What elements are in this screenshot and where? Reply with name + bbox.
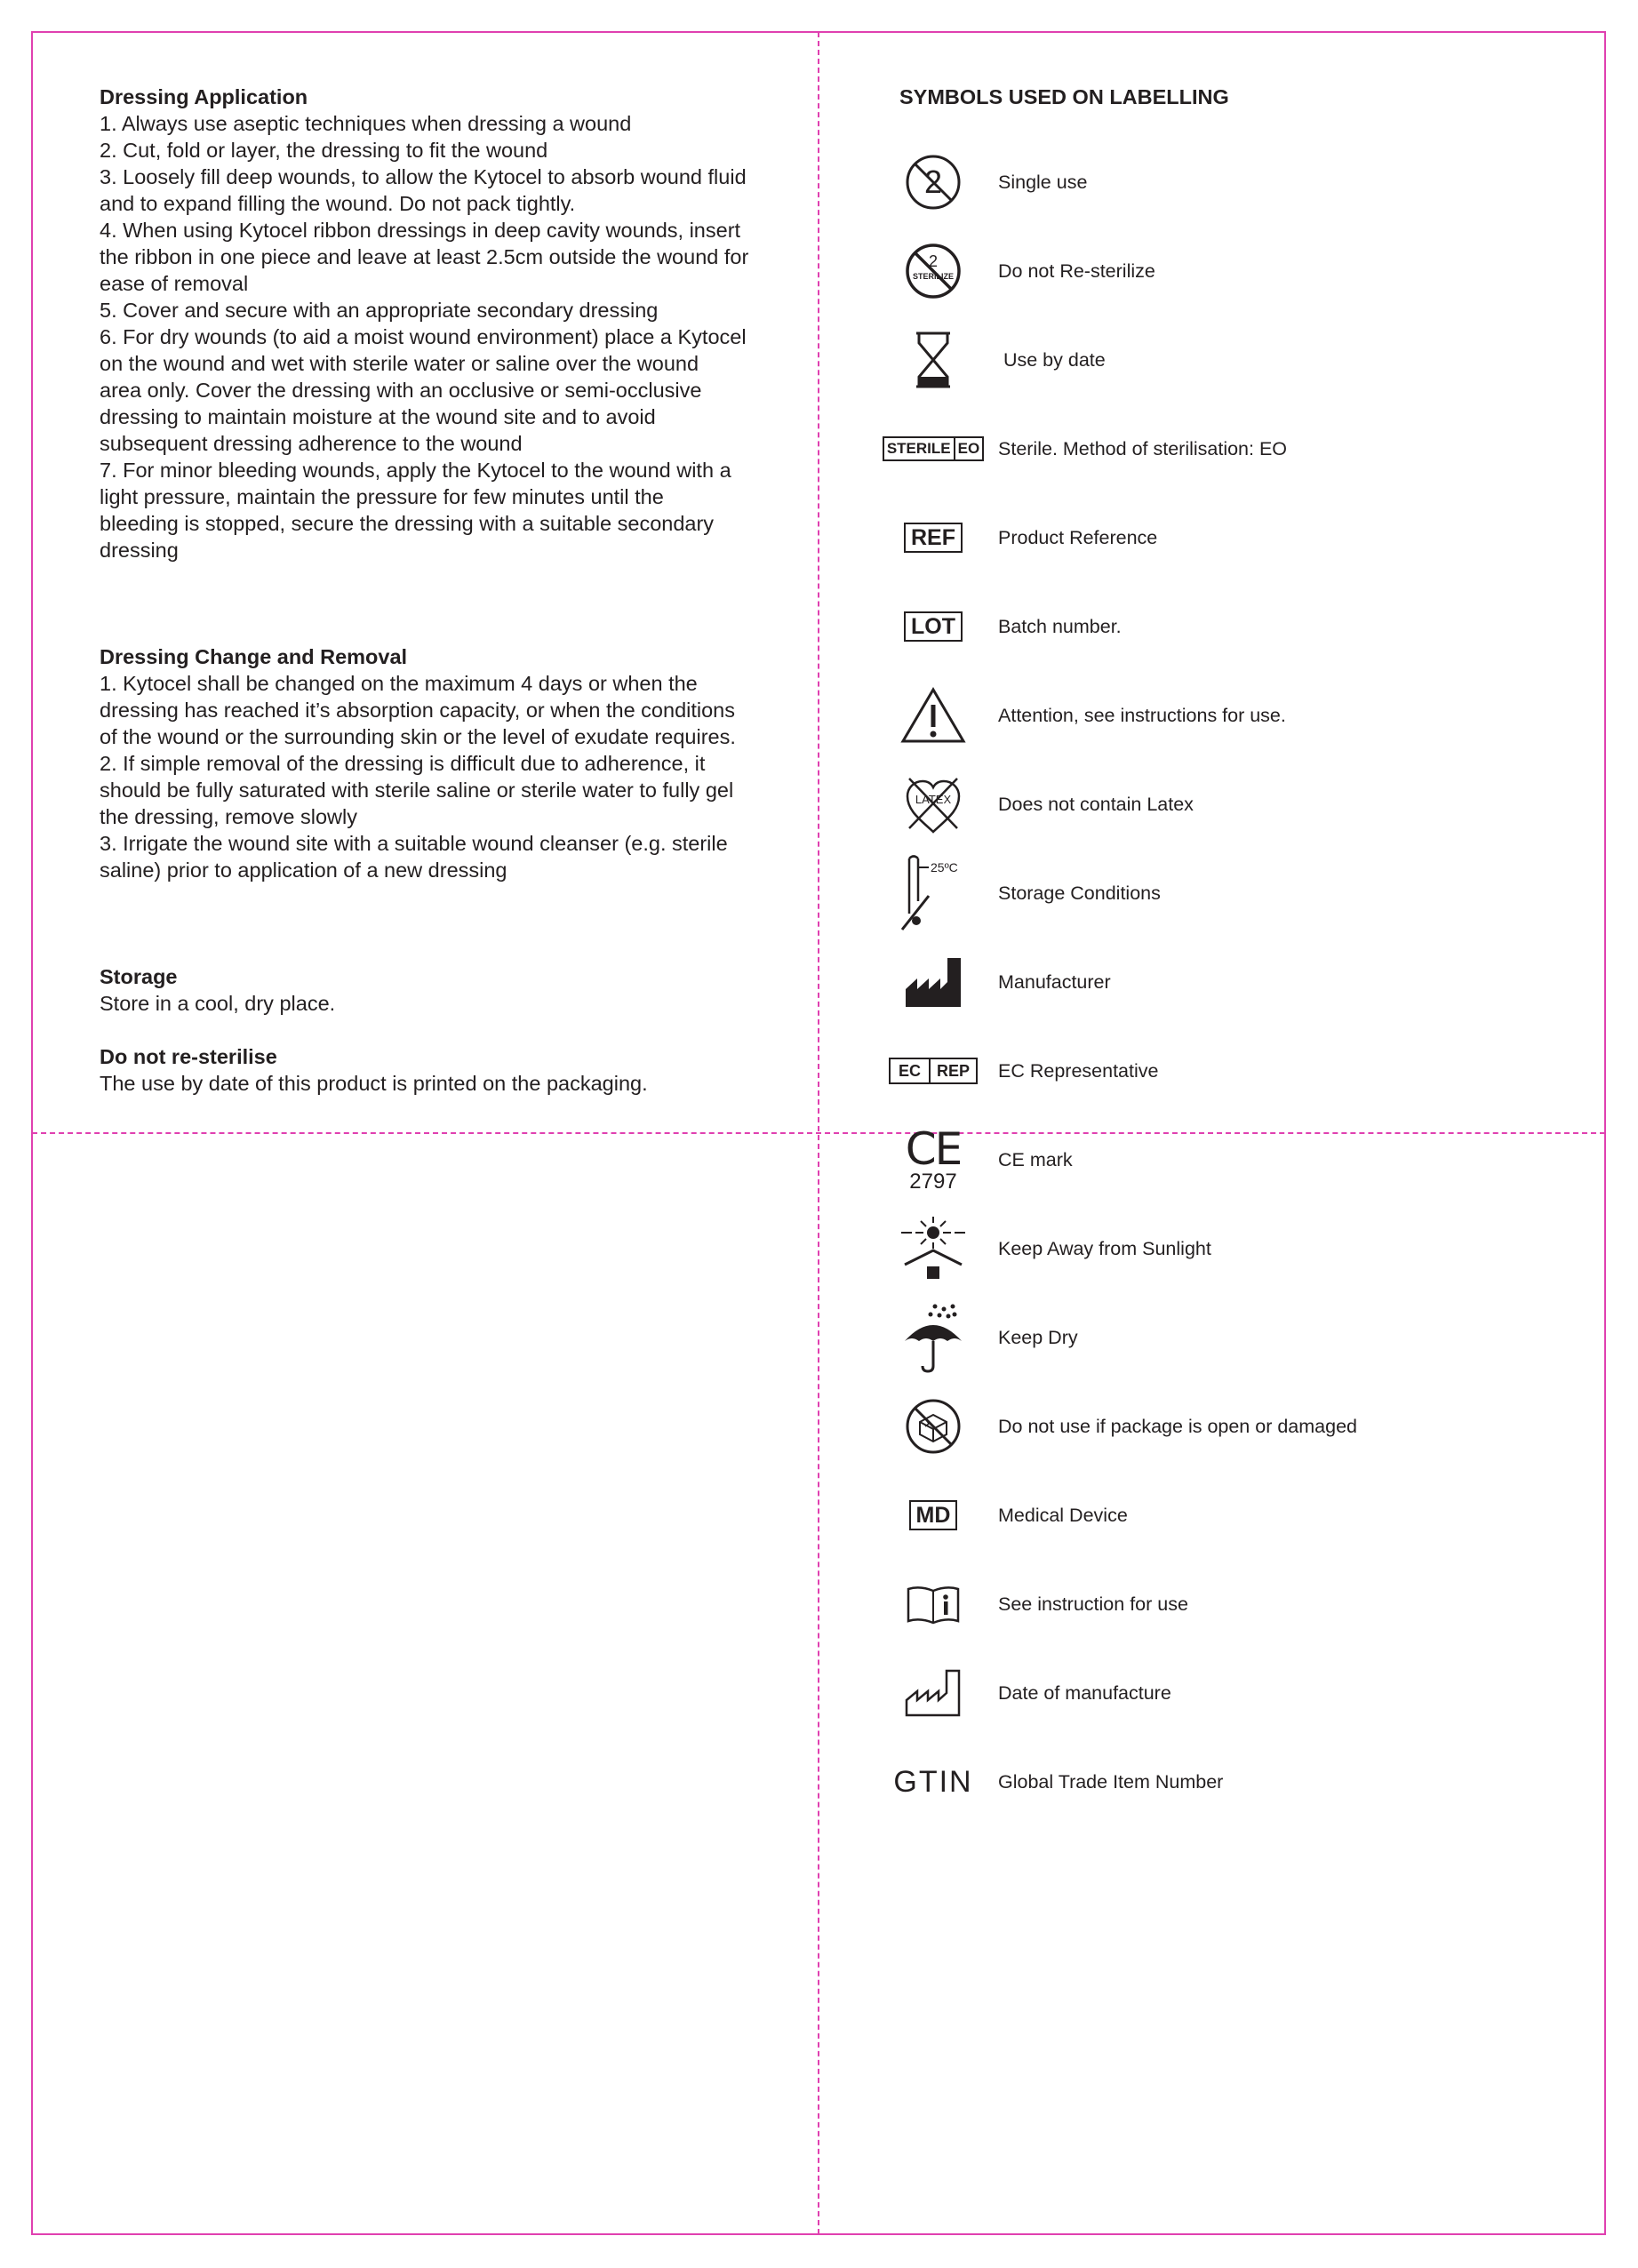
text-line: 5. Cover and secure with an appropriate secondary dressing <box>100 299 659 322</box>
resterilise-text: The use by date of this product is printed on the packaging. <box>100 1072 648 1095</box>
sunlight-icon <box>884 1213 982 1284</box>
symbol-row-medical-device <box>884 1480 1586 1551</box>
symbol-label: Do not use if package is open or damaged <box>998 1415 1357 1437</box>
lot-icon: LOT <box>884 591 982 662</box>
svg-text:STERILIZE: STERILIZE <box>912 272 955 281</box>
svg-text:LATEX: LATEX <box>915 793 952 806</box>
text-line: 6. For dry wounds (to aid a moist wound environment) place a Kytocel <box>100 325 747 348</box>
text-line: dressing <box>100 539 179 562</box>
symbol-label: Global Trade Item Number <box>998 1770 1224 1793</box>
factory-filled-icon <box>884 946 982 1018</box>
symbol-label: Does not contain Latex <box>998 793 1194 815</box>
svg-text:25ºC: 25ºC <box>931 860 958 874</box>
dressing-application-text <box>100 110 766 563</box>
text-line: of the wound or the surrounding skin or the level of exudate requires. <box>100 725 736 748</box>
symbol-row-damaged-package <box>884 1391 1586 1462</box>
text-line: 3. Loosely fill deep wounds, to allow the Kytocel to absorb wound fluid <box>100 165 747 188</box>
storage-section <box>100 963 766 1017</box>
symbol-row-ec-rep <box>884 1035 1586 1106</box>
damaged-package-icon <box>884 1391 982 1462</box>
book-info-icon <box>884 1569 982 1640</box>
sterile-eo-icon: STERILE EO <box>884 413 982 484</box>
dressing-change-section <box>100 643 766 883</box>
symbol-label: Attention, see instructions for use. <box>998 704 1286 726</box>
ref-icon: REF <box>884 502 982 573</box>
text-line: 1. Kytocel shall be changed on the maximum 4 days or when the <box>100 672 698 695</box>
text-line: on the wound and wet with sterile water or saline over the wound <box>100 352 699 375</box>
symbol-row-use-by-date <box>884 324 1586 395</box>
svg-text:2: 2 <box>928 252 939 270</box>
storage-text: Store in a cool, dry place. <box>100 992 336 1015</box>
symbol-row-instructions <box>884 1569 1586 1640</box>
symbol-label: EC Representative <box>998 1059 1159 1082</box>
symbol-label: CE mark <box>998 1148 1073 1170</box>
text-line: 3. Irrigate the wound site with a suitable wound cleanser (e.g. sterile <box>100 832 728 855</box>
text-line: dressing has reached it’s absorption capacity, or when the conditions <box>100 699 735 722</box>
symbol-row-sunlight <box>884 1213 1586 1284</box>
symbol-row-lot <box>884 591 1586 662</box>
symbol-row-date-of-manufacture <box>884 1657 1586 1729</box>
text-line: and to expand filling the wound. Do not pack tightly. <box>100 192 576 215</box>
symbol-label: Sterile. Method of sterilisation: EO <box>998 437 1288 459</box>
dressing-application-section <box>100 84 766 563</box>
symbol-label: Keep Away from Sunlight <box>998 1237 1211 1259</box>
storage-heading: Storage <box>100 965 178 988</box>
symbols-title: SYMBOLS USED ON LABELLING <box>899 85 1229 108</box>
symbol-label: See instruction for use <box>998 1593 1188 1615</box>
symbol-row-gtin <box>884 1746 1586 1817</box>
text-line: dressing to maintain moisture at the wound site and to avoid <box>100 405 656 428</box>
ec-rep-icon: EC REP <box>884 1035 982 1106</box>
symbol-label: Batch number. <box>998 615 1122 637</box>
text-line: 4. When using Kytocel ribbon dressings in deep cavity wounds, insert <box>100 219 741 242</box>
text-line: the dressing, remove slowly <box>100 805 357 828</box>
symbol-label: Storage Conditions <box>998 882 1161 904</box>
warning-triangle-icon <box>884 680 982 751</box>
hourglass-icon <box>884 324 982 395</box>
symbol-label: Medical Device <box>998 1504 1128 1526</box>
text-line: should be fully saturated with sterile saline or sterile water to fully gel <box>100 779 734 802</box>
text-line: 2. If simple removal of the dressing is difficult due to adherence, it <box>100 752 706 775</box>
symbol-row-ce-mark <box>884 1124 1586 1195</box>
symbol-row-manufacturer <box>884 946 1586 1018</box>
svg-text:2: 2 <box>923 164 943 200</box>
single-use-icon <box>884 147 982 218</box>
symbol-row-latex <box>884 769 1586 840</box>
thermometer-icon <box>884 858 982 929</box>
symbol-row-single-use <box>884 147 1586 218</box>
symbol-label: Keep Dry <box>998 1326 1078 1348</box>
text-line: the ribbon in one piece and leave at least 2.5cm outside the wound for <box>100 245 749 268</box>
dressing-application-heading: Dressing Application <box>100 85 308 108</box>
text-line: 7. For minor bleeding wounds, apply the Kytocel to the wound with a <box>100 459 731 482</box>
symbol-row-keep-dry <box>884 1302 1586 1373</box>
symbol-row-attention <box>884 680 1586 751</box>
text-line: 2. Cut, fold or layer, the dressing to fit the wound <box>100 139 548 162</box>
text-line: subsequent dressing adherence to the wound <box>100 432 523 455</box>
text-line: light pressure, maintain the pressure for few minutes until the <box>100 485 664 508</box>
symbol-label: Use by date <box>998 348 1106 371</box>
symbol-row-do-not-resterilize <box>884 236 1586 307</box>
symbol-row-ref <box>884 502 1586 573</box>
gtin-icon: GTIN <box>893 1764 973 1799</box>
umbrella-icon <box>884 1302 982 1373</box>
resterilise-section <box>100 1043 766 1097</box>
text-line: bleeding is stopped, secure the dressing with a suitable secondary <box>100 512 715 535</box>
text-line: saline) prior to application of a new dressing <box>100 858 507 882</box>
text-line: area only. Cover the dressing with an occlusive or semi-occlusive <box>100 379 702 402</box>
text-line: 1. Always use aseptic techniques when dressing a wound <box>100 112 632 135</box>
ce-mark-icon: CE 2797 <box>905 1123 962 1194</box>
symbol-label: Manufacturer <box>998 970 1111 993</box>
latex-free-icon <box>884 769 982 840</box>
dressing-change-heading: Dressing Change and Removal <box>100 645 408 668</box>
text-line: ease of removal <box>100 272 249 295</box>
symbol-row-sterile-eo <box>884 413 1586 484</box>
factory-outline-icon <box>884 1657 982 1729</box>
dressing-change-text <box>100 670 766 883</box>
do-not-resterilize-icon <box>884 236 982 307</box>
resterilise-heading: Do not re-sterilise <box>100 1045 277 1068</box>
md-icon: MD <box>884 1480 982 1551</box>
symbol-row-storage <box>884 858 1586 929</box>
symbol-label: Do not Re-sterilize <box>998 260 1155 282</box>
symbol-label: Date of manufacture <box>998 1681 1171 1704</box>
symbol-label: Single use <box>998 171 1088 193</box>
symbol-label: Product Reference <box>998 526 1158 548</box>
